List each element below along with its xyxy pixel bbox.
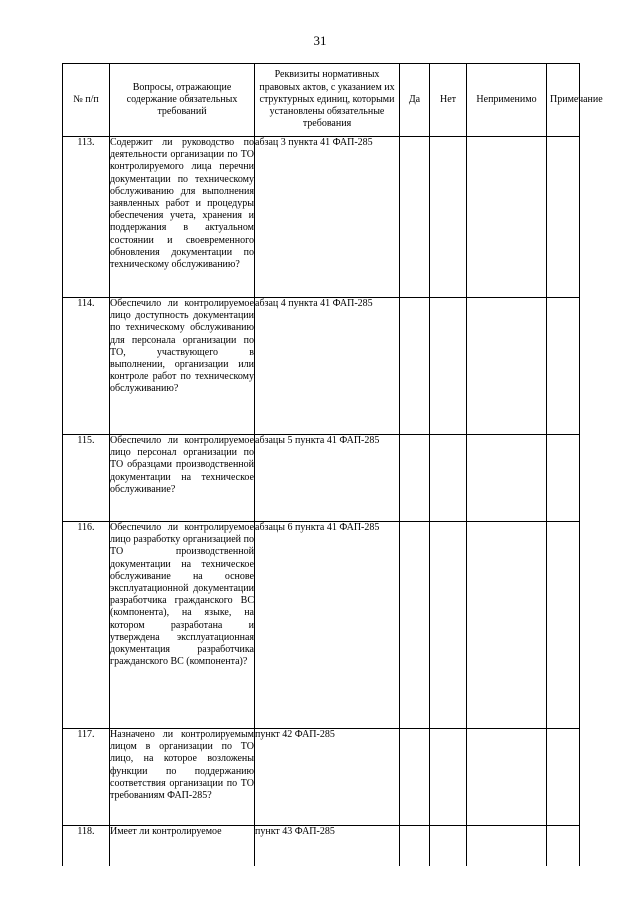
row-note-cell — [547, 826, 580, 866]
row-na-cell — [467, 435, 547, 522]
row-reference: абзац 3 пункта 41 ФАП-285 — [255, 137, 400, 298]
row-note-cell — [547, 298, 580, 435]
row-note-cell — [547, 522, 580, 729]
header-na: Неприменимо — [467, 64, 547, 137]
row-question: Назначено ли контролируемым лицом в организации по ТО лицо, на которое возложены функции по поддержанию соответствия организации по ТО требованиям ФАП-285? — [110, 729, 255, 826]
table-row — [63, 435, 580, 522]
header-note: Примечание — [547, 64, 580, 137]
checklist-table — [62, 63, 603, 866]
row-reference: пункт 42 ФАП-285 — [255, 729, 400, 826]
row-no-cell — [430, 137, 467, 298]
header-num: № п/п — [63, 64, 110, 137]
row-note-cell — [547, 137, 580, 298]
header-question: Вопросы, отражающие содержание обязательных требований — [110, 64, 255, 137]
table-body — [63, 137, 580, 866]
row-number: 116. — [63, 522, 110, 729]
row-note-cell — [547, 729, 580, 826]
row-no-cell — [430, 298, 467, 435]
table-row — [63, 826, 580, 866]
row-note-cell — [547, 435, 580, 522]
row-na-cell — [467, 729, 547, 826]
row-na-cell — [467, 137, 547, 298]
header-no: Нет — [430, 64, 467, 137]
row-reference: абзац 4 пункта 41 ФАП-285 — [255, 298, 400, 435]
row-number: 118. — [63, 826, 110, 866]
row-question: Имеет ли контролируемое — [110, 826, 255, 866]
header-yes: Да — [400, 64, 430, 137]
row-question: Обеспечило ли контролируемое лицо персонал организации по ТО образцами производственной документации на техническое обслуживание? — [110, 435, 255, 522]
table-header — [63, 64, 603, 137]
row-na-cell — [467, 522, 547, 729]
row-reference: пункт 43 ФАП-285 — [255, 826, 400, 866]
row-reference: абзацы 6 пункта 41 ФАП-285 — [255, 522, 400, 729]
row-no-cell — [430, 729, 467, 826]
row-no-cell — [430, 435, 467, 522]
row-yes-cell — [400, 826, 430, 866]
row-question: Обеспечило ли контролируемое лицо разработку организацией по ТО производственной документации на техническое обслуживание на основе эксплуатационной документации разработчика гражданского ВС (компонента), на языке, на котором разработана и утверждена эксплуатационная документация разработчика гражданского ВС (компонента)? — [110, 522, 255, 729]
row-yes-cell — [400, 435, 430, 522]
row-question: Содержит ли руководство по деятельности организации по ТО контролируемого лица перечни документации по техническому обслуживанию для выполнения заявленных работ и процедуры обеспечения учета, хранения и поддержания в актуальном состоянии и своевременного обновления документации по техническому обслуживанию? — [110, 137, 255, 298]
row-number: 117. — [63, 729, 110, 826]
table-row — [63, 298, 580, 435]
row-reference: абзацы 5 пункта 41 ФАП-285 — [255, 435, 400, 522]
row-yes-cell — [400, 729, 430, 826]
row-question: Обеспечило ли контролируемое лицо доступность документации по техническому обслуживанию для персонала организации по ТО, участвующего в выполнении, организации или контроле работ по техническому обслуживанию? — [110, 298, 255, 435]
page-number: 31 — [313, 33, 327, 48]
header-ref: Реквизиты нормативных правовых актов, с указанием их структурных единиц, которыми установлены обязательные требования — [255, 64, 400, 137]
row-number: 114. — [63, 298, 110, 435]
row-na-cell — [467, 826, 547, 866]
row-yes-cell — [400, 137, 430, 298]
row-no-cell — [430, 826, 467, 866]
table-row — [63, 522, 580, 729]
row-yes-cell — [400, 298, 430, 435]
row-na-cell — [467, 298, 547, 435]
row-yes-cell — [400, 522, 430, 729]
row-number: 113. — [63, 137, 110, 298]
table-row — [63, 729, 580, 826]
row-no-cell — [430, 522, 467, 729]
row-number: 115. — [63, 435, 110, 522]
table-row — [63, 137, 580, 298]
